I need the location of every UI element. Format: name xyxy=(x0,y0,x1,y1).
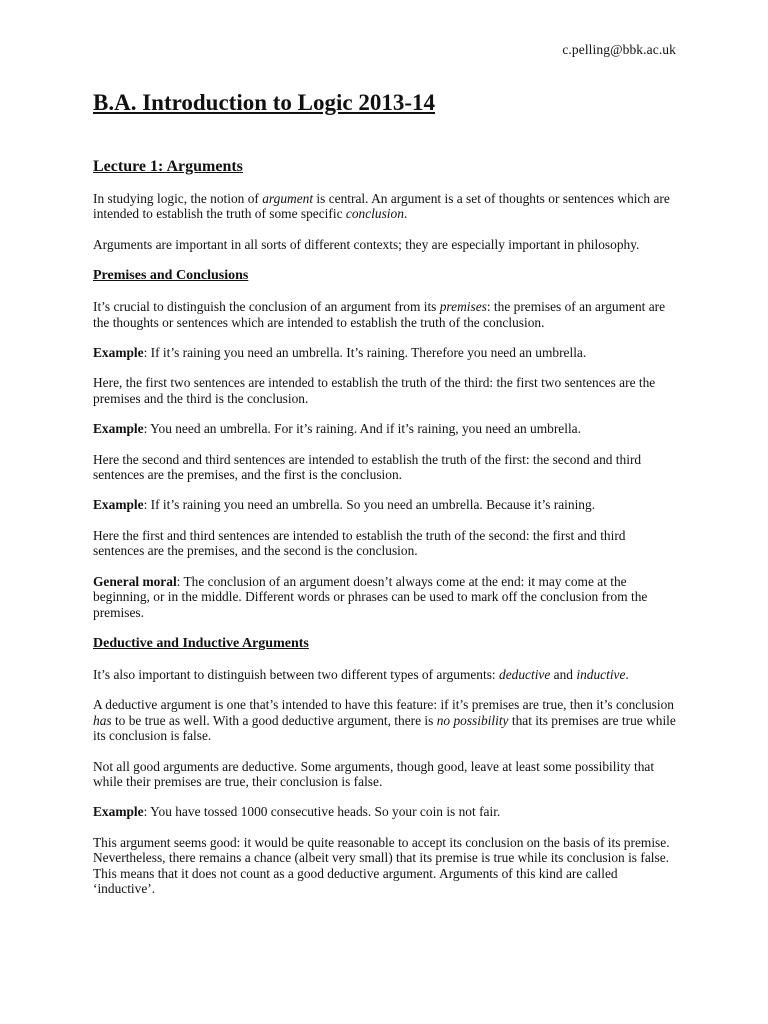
section-heading-deductive: Deductive and Inductive Arguments xyxy=(93,635,309,651)
intro-paragraph: In studying logic, the notion of argument is central. An argument is a set of thoughts or sentences which are intended to establish the truth of some specific conclusion. xyxy=(93,191,670,222)
deductive-definition: A deductive argument is one that’s intended to have this feature: if it’s premises are true, then it’s conclusion has to be true as well. With a good deductive argument, there is no possibility that its premises are true while its conclusion is false. xyxy=(93,697,676,744)
example-1: Example: If it’s raining you need an umbrella. It’s raining. Therefore you need an umbrella. xyxy=(93,345,587,361)
document-title: B.A. Introduction to Logic 2013-14 xyxy=(93,90,436,115)
term-argument: argument xyxy=(262,191,314,206)
inductive-explanation: This argument seems good: it would be quite reasonable to accept its conclusion on the basis of its premise. Nevertheless, there remains a chance (albeit very small) that its premise is true while its conclusion is false. This means that it does not count as a good deductive argument. Arguments of this kind are called ‘inductive’. xyxy=(93,834,670,896)
explanation-3: Here the first and third sentences are intended to establish the truth of the second: the first and third sentences are the premises, and the second is the conclusion. xyxy=(93,527,626,559)
term-premises: premises xyxy=(439,299,487,315)
types-paragraph: It’s also important to distinguish between two different types of arguments: deductive and inductive. xyxy=(93,666,629,682)
example-label: Example xyxy=(93,497,144,513)
term-no-possibility: no possibility xyxy=(436,712,509,728)
example-label: Example xyxy=(93,345,144,361)
term-inductive: inductive xyxy=(576,666,626,682)
not-all-deductive-paragraph: Not all good arguments are deductive. Some arguments, though good, leave at least some possibility that while their premises are true, their conclusion is false. xyxy=(93,758,655,789)
author-email: c.pelling@bbk.ac.uk xyxy=(562,42,676,57)
premises-paragraph: It’s crucial to distinguish the conclusion of an argument from its premises: the premises of an argument are the thoughts or sentences which are intended to establish the truth of the conclusion. xyxy=(93,299,666,330)
term-conclusion: conclusion xyxy=(345,206,404,222)
explanation-2: Here the second and third sentences are intended to establish the truth of the first: the second and third sentences are the premises, and the first is the conclusion. xyxy=(93,451,642,483)
example-label: Example xyxy=(93,421,144,437)
explanation-1: Here, the first two sentences are intended to establish the truth of the third: the first two sentences are the premises and the third is the conclusion. xyxy=(93,375,656,406)
example-2: Example: You need an umbrella. For it’s raining. And if it’s raining, you need an umbrella. xyxy=(93,421,581,437)
example-3: Example: If it’s raining you need an umbrella. So you need an umbrella. Because it’s raining. xyxy=(93,497,596,513)
term-has: has xyxy=(93,712,112,728)
example-4: Example: You have tossed 1000 consecutive heads. So your coin is not fair. xyxy=(93,804,501,820)
lecture-title: Lecture 1: Arguments xyxy=(93,158,243,175)
moral-label: General moral xyxy=(93,573,177,589)
general-moral: General moral: The conclusion of an argument doesn’t always come at the end: it may come at the beginning, or in the middle. Different words or phrases can be used to mark off the conclusion from the premises. xyxy=(93,573,648,620)
section-heading-premises: Premises and Conclusions xyxy=(93,268,249,284)
example-label: Example xyxy=(93,804,144,820)
document-body xyxy=(93,88,677,911)
term-deductive: deductive xyxy=(499,666,551,682)
importance-paragraph: Arguments are important in all sorts of different contexts; they are especially important in philosophy. xyxy=(93,236,640,252)
